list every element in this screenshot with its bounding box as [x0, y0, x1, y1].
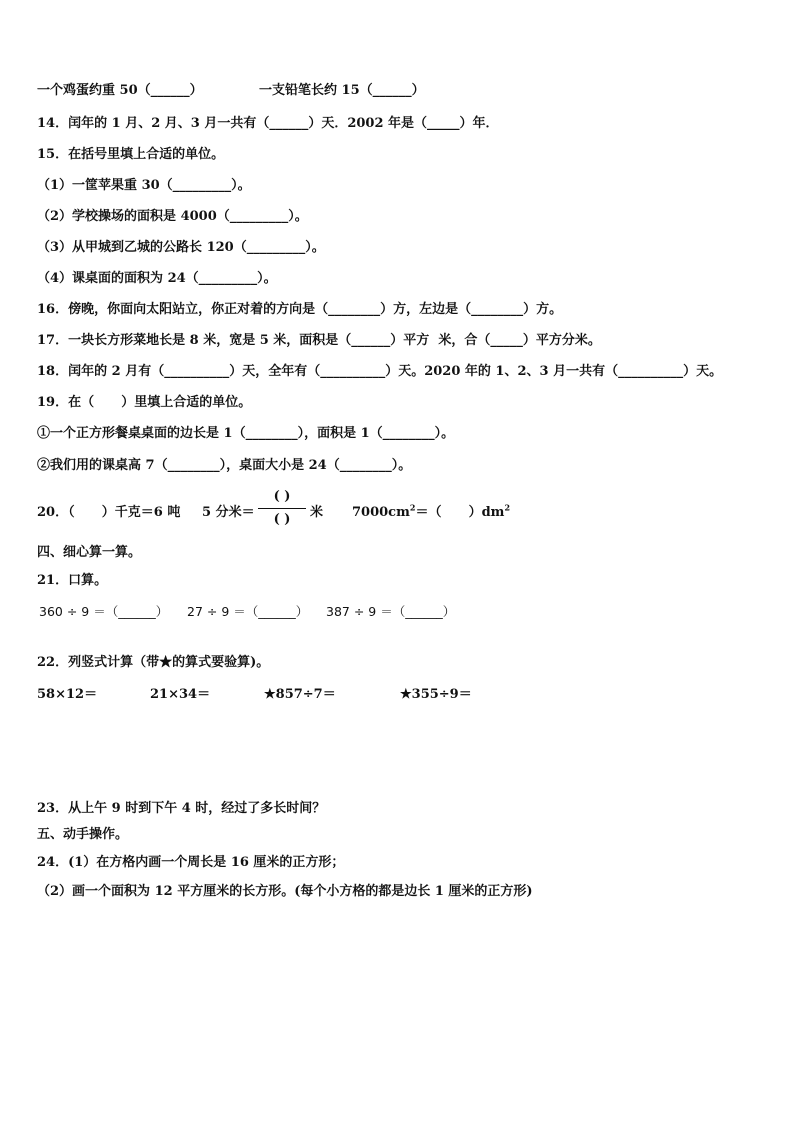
section-4-heading: 四、细心算一算。	[37, 545, 142, 560]
question-19-1: ①一个正方形餐桌桌面的边长是 1（________），面积是 1（________）。	[37, 426, 455, 441]
question-21: 21．口算。	[37, 573, 108, 588]
squared-superscript: 2	[504, 502, 511, 513]
question-18: 18．闰年的 2 月有（__________）天，全年有（__________）天。2020 年的 1、2、3 月一共有（__________）天。	[37, 364, 723, 379]
question-15-2: （2）学校操场的面积是 4000（_________）。	[37, 209, 308, 224]
question-20-part-b: 5 分米＝	[202, 505, 255, 520]
squared-superscript: 2	[409, 502, 416, 513]
question-19-2: ②我们用的课桌高 7（________），桌面大小是 24（________）。	[37, 458, 412, 473]
question-15-1: （1）一筐苹果重 30（_________）。	[37, 178, 251, 193]
fraction-bar	[258, 508, 306, 509]
oral-calc-b: 27 ÷ 9 ＝（______）	[187, 604, 309, 619]
question-17: 17．一块长方形菜地长是 8 米，宽是 5 米，面积是（______）平方 米，合（_____）平方分米。	[37, 333, 601, 348]
pencil-length-question: 一支铅笔长约 15（______）	[259, 83, 425, 98]
question-16: 16．傍晚，你面向太阳站立，你正对着的方向是（________）方，左边是（________）方。	[37, 302, 563, 317]
question-19: 19．在（ ）里填上合适的单位。	[37, 395, 252, 410]
question-24-1: 24．(1）在方格内画一个周长是 16 厘米的正方形；	[37, 855, 345, 870]
vertical-calc-a: 58×12＝	[37, 687, 98, 702]
question-20-unit: 米	[310, 505, 324, 520]
question-23: 23．从上午 9 时到下午 4 时，经过了多长时间？	[37, 801, 326, 816]
question-15: 15．在括号里填上合适的单位。	[37, 147, 225, 162]
question-14: 14．闰年的 1 月、2 月、3 月一共有（______）天．2002 年是（_____）年．	[37, 116, 499, 131]
question-15-4: （4）课桌面的面积为 24（_________）。	[37, 271, 277, 286]
fraction-numerator: ( )	[273, 489, 291, 504]
egg-weight-question: 一个鸡蛋约重 50（______）	[37, 83, 203, 98]
area-value-dm: ＝（ ）dm	[415, 505, 505, 520]
vertical-calc-b: 21×34＝	[150, 687, 211, 702]
fraction-denominator: ( )	[273, 512, 291, 527]
area-value-cm: 7000cm	[352, 505, 410, 520]
question-20-part-c	[352, 502, 511, 521]
question-15-3: （3）从甲城到乙城的公路长 120（_________）。	[37, 240, 325, 255]
question-22: 22．列竖式计算（带★的算式要验算)。	[37, 655, 270, 670]
vertical-calc-d: ★355÷9＝	[400, 687, 472, 702]
vertical-calc-c: ★857÷7＝	[264, 687, 336, 702]
question-24-2: （2）画一个面积为 12 平方厘米的长方形。(每个小方格的都是边长 1 厘米的正方形)	[37, 884, 533, 899]
oral-calc-a: 360 ÷ 9 ＝（______）	[39, 604, 169, 619]
oral-calc-c: 387 ÷ 9 ＝（______）	[326, 604, 456, 619]
question-20-fraction	[258, 489, 306, 528]
question-20-part-a: 20．（ ）千克＝6 吨	[37, 505, 181, 520]
section-5-heading: 五、动手操作。	[37, 827, 129, 842]
